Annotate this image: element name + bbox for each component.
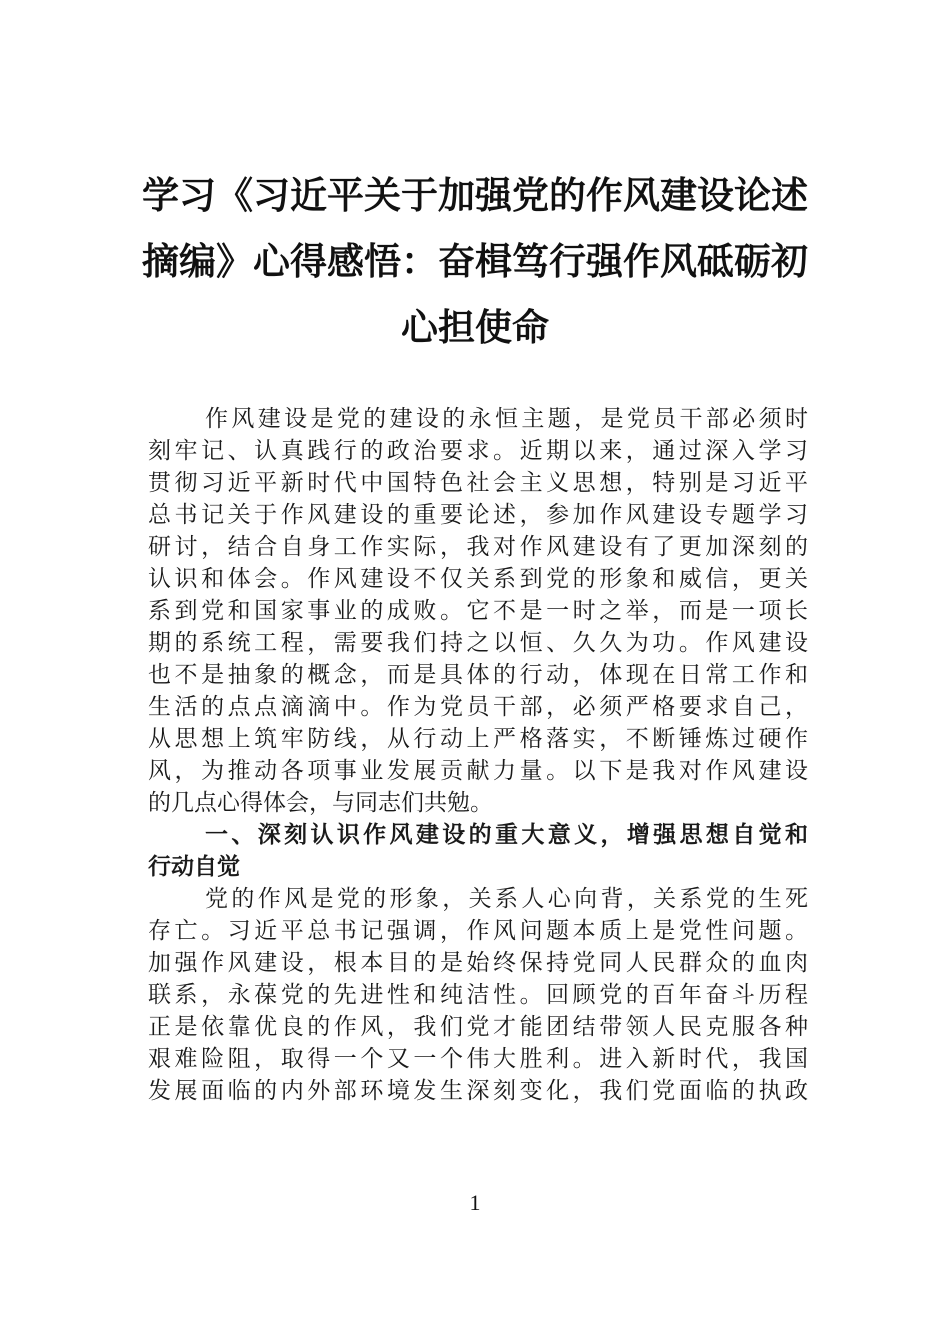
- text-line: 的几点心得体会，与同志们共勉。: [148, 790, 493, 816]
- text-line: 党的作风是党的形象，关系人心向背，关系党的生死: [205, 886, 808, 912]
- text-line: 研讨，结合自身工作实际，我对作风建设有了更加深刻的: [148, 534, 808, 560]
- text-line: 正是依靠优良的作风，我们党才能团结带领人民克服各种: [148, 1014, 808, 1040]
- text-line: 发展面临的内外部环境发生深刻变化，我们党面临的执政: [148, 1078, 808, 1104]
- heading-line: 行动自觉: [148, 854, 240, 880]
- title-line: 学习《习近平关于加强党的作风建设论述: [142, 173, 808, 217]
- text-line: 风，为推动各项事业发展贡献力量。以下是我对作风建设: [148, 758, 808, 784]
- text-line: 认识和体会。作风建设不仅关系到党的形象和威信，更关: [148, 566, 808, 592]
- title-line: 心担使命: [401, 305, 549, 349]
- text-line: 加强作风建设，根本目的是始终保持党同人民群众的血肉: [148, 950, 808, 976]
- text-line: 总书记关于作风建设的重要论述，参加作风建设专题学习: [148, 502, 808, 528]
- text-line: 贯彻习近平新时代中国特色社会主义思想，特别是习近平: [148, 470, 808, 496]
- text-line: 作风建设是党的建设的永恒主题，是党员干部必须时: [205, 406, 808, 432]
- page-number: 1: [469, 1190, 481, 1215]
- text-line: 也不是抽象的概念，而是具体的行动，体现在日常工作和: [148, 662, 808, 688]
- document-body: [148, 403, 808, 1107]
- title-line: 摘编》心得感悟：奋楫笃行强作风砥砺初: [142, 239, 808, 283]
- text-line: 期的系统工程，需要我们持之以恒、久久为功。作风建设: [148, 630, 808, 656]
- text-line: 联系，永葆党的先进性和纯洁性。回顾党的百年奋斗历程: [148, 982, 808, 1008]
- document-title: [120, 162, 830, 360]
- section-paragraph: [148, 883, 808, 1107]
- heading-line: 一、深刻认识作风建设的重大意义，增强思想自觉和: [205, 822, 808, 848]
- text-line: 艰难险阻，取得一个又一个伟大胜利。进入新时代，我国: [148, 1046, 808, 1072]
- text-line: 生活的点点滴滴中。作为党员干部，必须严格要求自己，: [148, 694, 808, 720]
- text-line: 刻牢记、认真践行的政治要求。近期以来，通过深入学习: [148, 438, 808, 464]
- text-line: 存亡。习近平总书记强调，作风问题本质上是党性问题。: [148, 918, 808, 944]
- text-line: 从思想上筑牢防线，从行动上严格落实，不断锤炼过硬作: [148, 726, 808, 752]
- section-heading: [148, 819, 808, 883]
- intro-paragraph: [148, 403, 808, 819]
- text-line: 系到党和国家事业的成败。它不是一时之举，而是一项长: [148, 598, 808, 624]
